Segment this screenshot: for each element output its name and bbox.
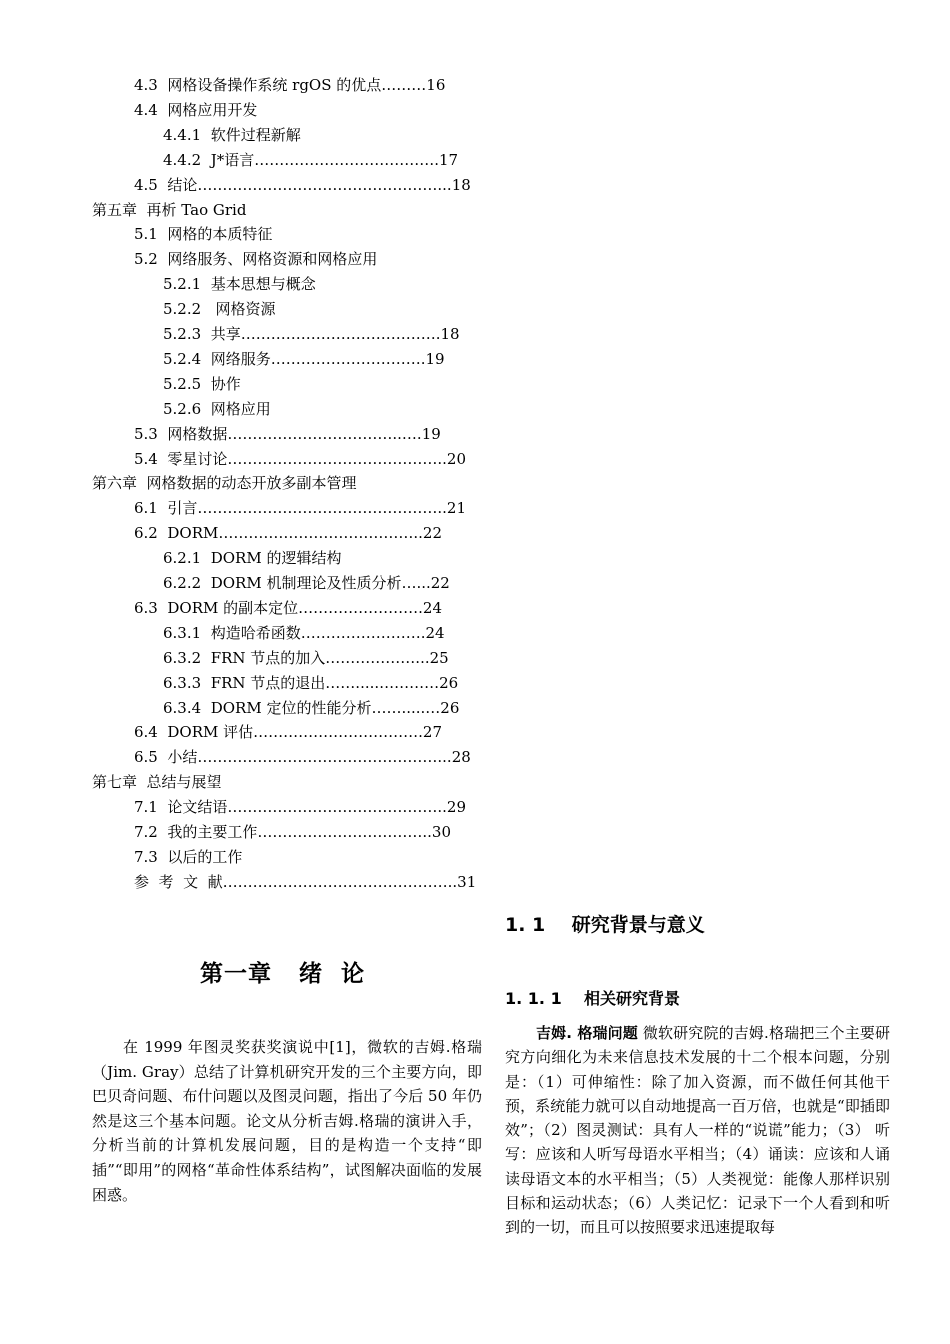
paragraph-lead-term: 吉姆. 格瑞问题: [536, 1024, 638, 1042]
toc-entry: 7.3 以后的工作: [134, 847, 243, 866]
toc-entry: 5.2.4 网络服务………………………….19: [163, 349, 445, 368]
toc-entry: 4.5 结论…………………………………………...18: [134, 175, 471, 194]
toc-entry: 6.1 引言…………………………………………..21: [134, 499, 467, 518]
toc-entry: 6.3.1 构造哈希函数…………………….24: [163, 623, 445, 642]
toc-entry: 第五章 再析 Tao Grid: [92, 200, 247, 219]
toc-entry: 7.1 论文结语……………………………………..29: [134, 798, 467, 817]
section-heading: 1. 1 研究背景与意义: [505, 914, 705, 936]
toc-entry: 6.3.3 FRN 节点的退出…….....…………26: [163, 673, 459, 692]
toc-entry: 4.4.2 J*语言……………………………….17: [163, 150, 459, 169]
toc-entry: 参 考 文 献………………………………………..31: [134, 872, 477, 891]
chapter-title: 第一章 绪 论: [200, 961, 366, 987]
paragraph-body: 微软研究院的吉姆.格瑞把三个主要研究方向细化为未来信息技术发展的十二个根本问题，分别是：（1）可伸缩性：除了加入资源，而不做任何其他干预，系统能力就可以自动地提高一百万倍，也就是“即插即效”；（2）图灵测试：具有人一样的“说谎”能力；（3） 听写：应该和人听写母语水平相当；（4）诵读：应该和人诵读母语文本的水平相当；（5）人类视觉：能像人那样识别目标和运动状态；（6）人类记忆：记录下一个人看到和听到的一切，而且可以按照要求迅速提取每: [505, 1024, 890, 1237]
toc-entry: 5.2 网络服务、网格资源和网格应用: [134, 250, 378, 269]
toc-entry: 6.2.1 DORM 的逻辑结构: [163, 549, 342, 568]
background-paragraph: [505, 1021, 890, 1240]
toc-entry: 4.4.1 软件过程新解: [163, 125, 301, 144]
toc-entry: 6.2 DORM…………………………………..22: [134, 524, 442, 543]
toc-entry: 7.2 我的主要工作……………………………..30: [134, 823, 452, 841]
toc-entry: 第六章 网格数据的动态开放多副本管理: [92, 474, 357, 493]
toc-entry: 5.3 网格数据……………………………..….19: [134, 424, 441, 443]
toc-entry: 5.2.6 网格应用: [163, 399, 271, 418]
toc-entry: 6.4 DORM 评估…………………………….27: [134, 723, 442, 742]
subsection-heading: 1. 1. 1 相关研究背景: [505, 989, 680, 1008]
toc-entry: 5.4 零星讨论……………………………………..20: [134, 449, 467, 468]
toc-entry: 6.2.2 DORM 机制理论及性质分析…...22: [163, 574, 450, 592]
toc-entry: 5.2.5 协作: [163, 374, 241, 393]
toc-entry: 4.3 网格设备操作系统 rgOS 的优点………16: [134, 76, 446, 94]
toc-entry: 第七章 总结与展望: [92, 773, 222, 792]
toc-entry: 6.3 DORM 的副本定位…………………….24: [134, 598, 442, 617]
toc-entry: 5.2.3 共享………………………………….18: [163, 325, 460, 343]
toc-entry: 6.5 小结…………………………………………...28: [134, 748, 471, 767]
intro-paragraph: 在 1999 年图灵奖获奖演说中[1]，微软的吉姆.格瑞（Jim. Gray）总结了计算机研究开发的三个主要方向，即巴贝奇问题、布什问题以及图灵问题，指出了今后 50 年仍然是这三个基本问题。论文从分析吉姆.格瑞的演讲入手，分析当前的计算机发展问题，目的是构造一个支持“即插”“即用”的网格“革命性体系结构”，试图解决面临的发展困惑。: [92, 1038, 482, 1204]
toc-entry: 5.2.2 网格资源: [163, 300, 276, 319]
toc-entry: 5.1 网格的本质特征: [134, 225, 273, 244]
toc-entry: 6.3.4 DORM 定位的性能分析…….....…26: [163, 698, 460, 717]
toc-entry: 4.4 网格应用开发: [134, 100, 258, 119]
toc-entry: 6.3.2 FRN 节点的加入………………...25: [163, 648, 449, 667]
toc-entry: 5.2.1 基本思想与概念: [163, 275, 316, 294]
